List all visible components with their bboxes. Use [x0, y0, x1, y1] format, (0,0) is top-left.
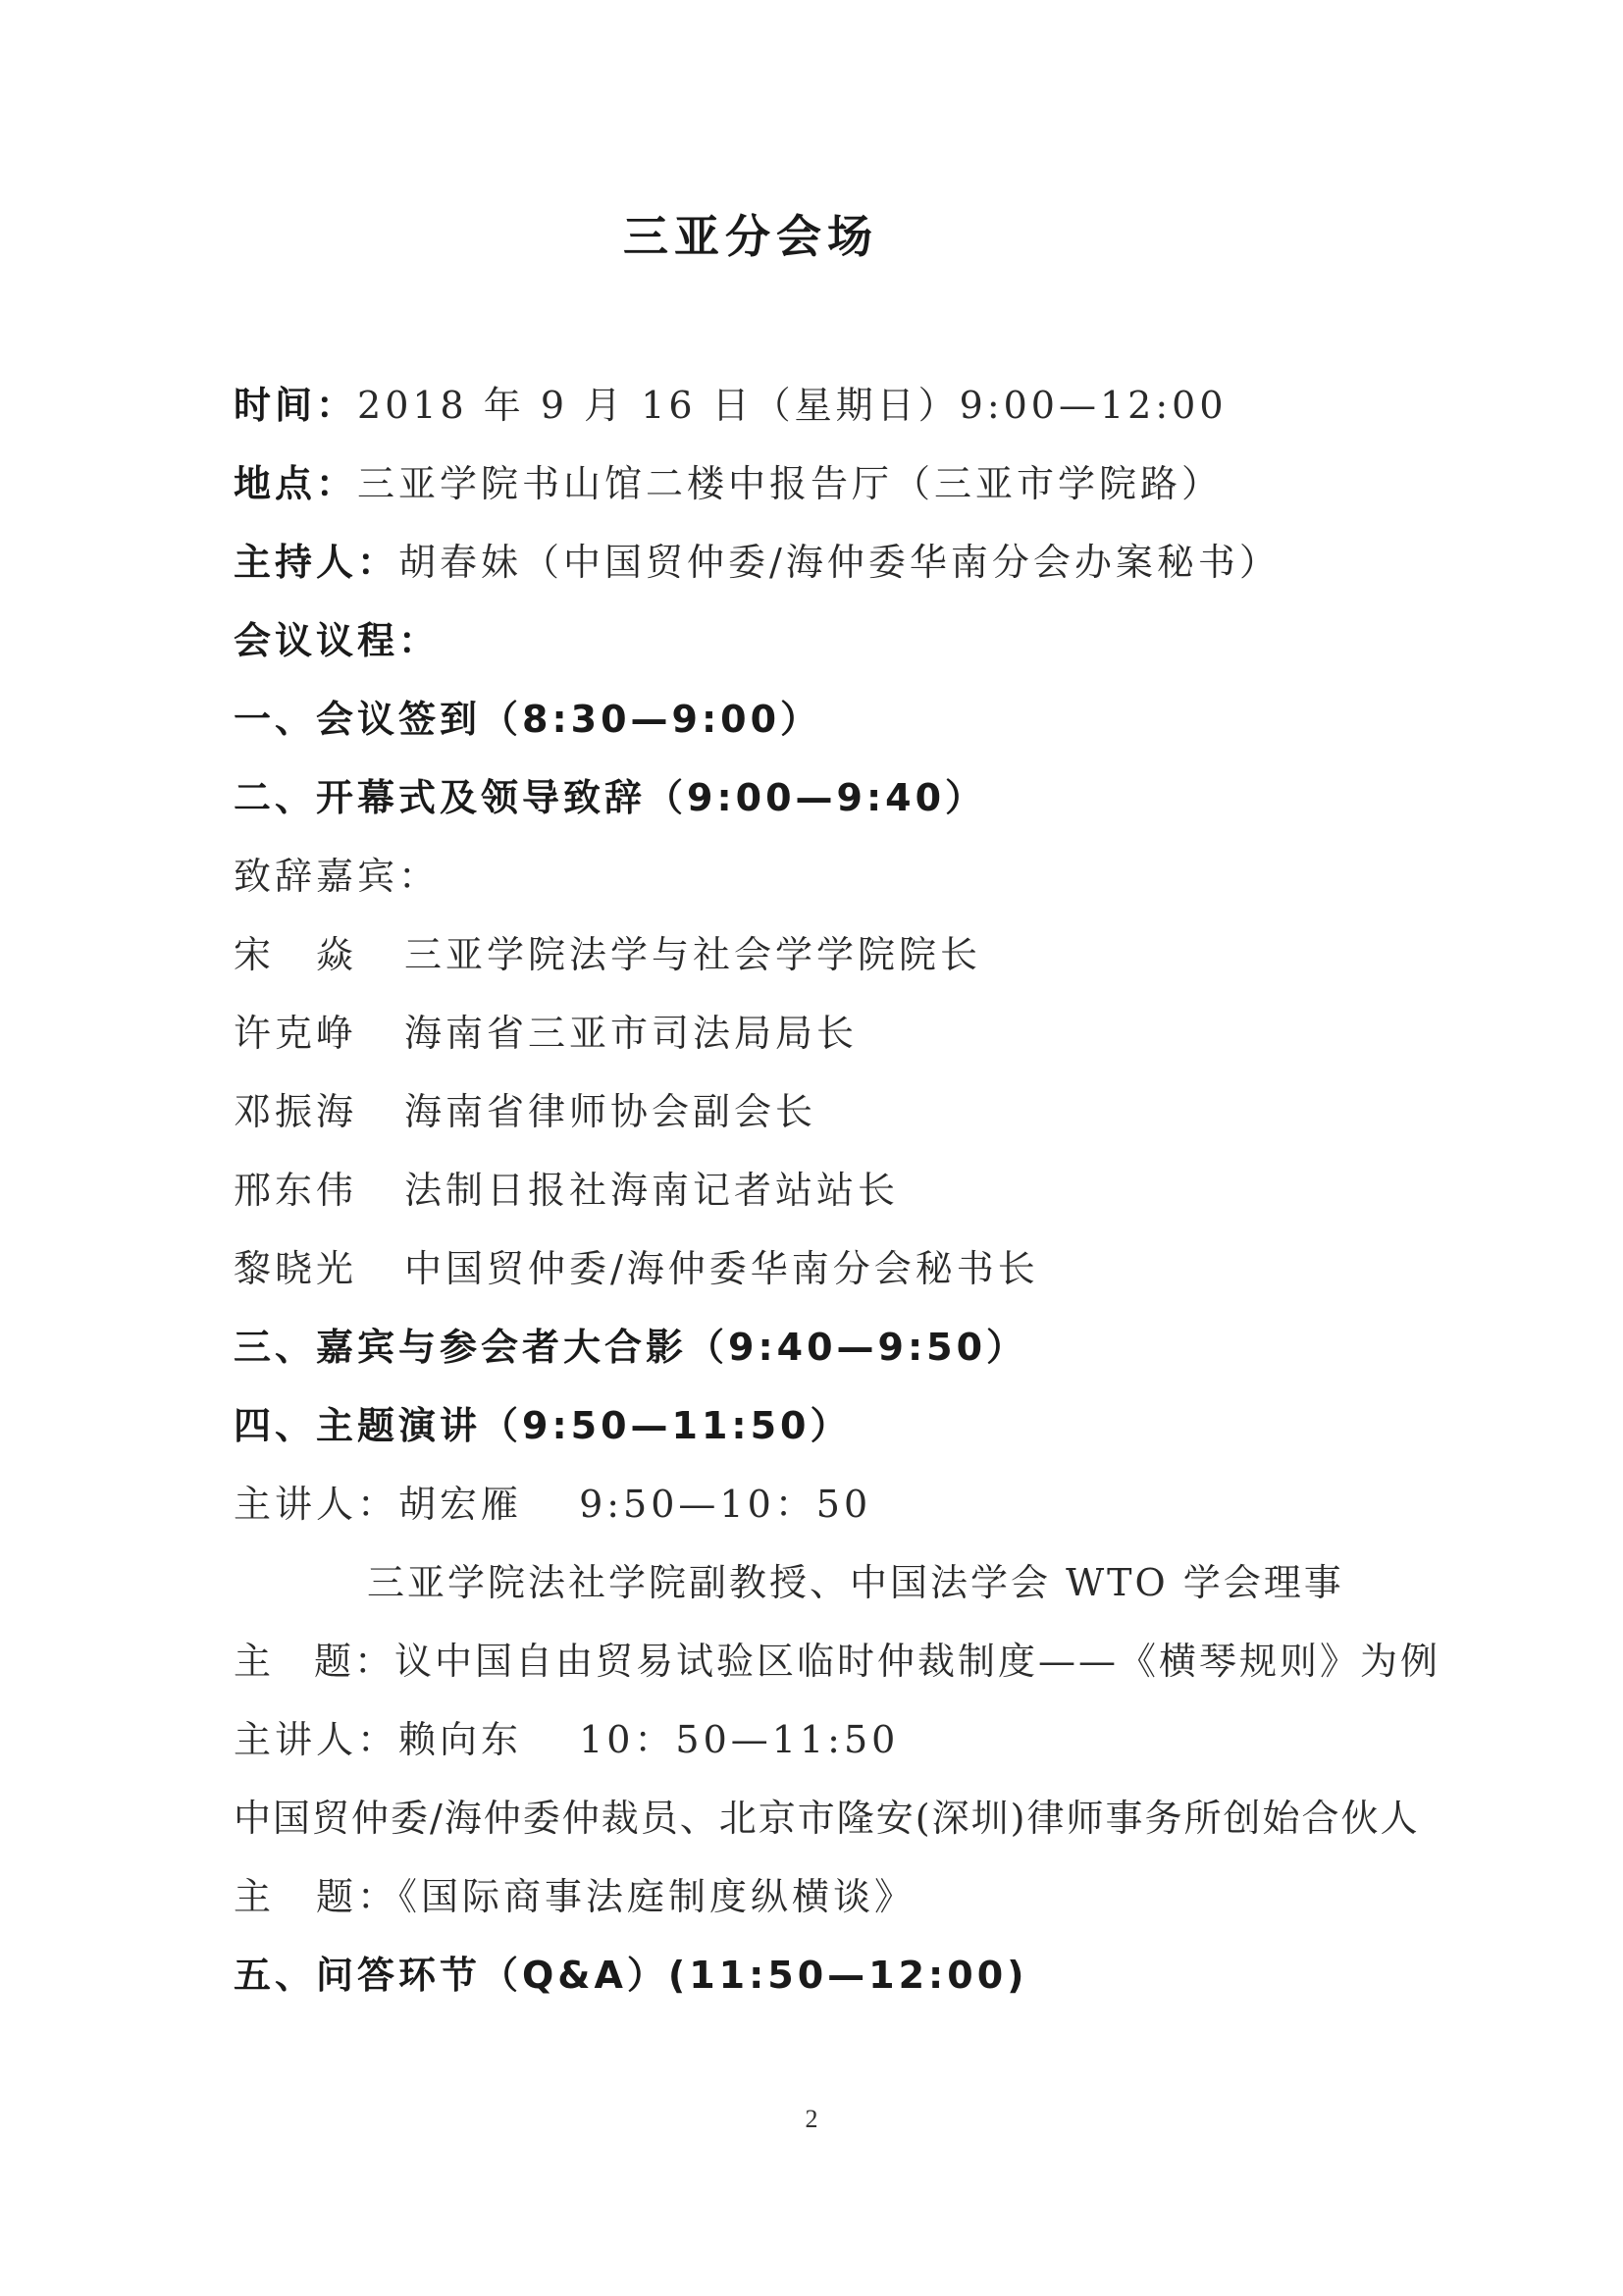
host-label: 主持人： [234, 541, 399, 584]
place-line [234, 453, 1223, 507]
guest-row [234, 1238, 1039, 1292]
guest-row [234, 1160, 899, 1214]
guest-title: 三亚学院法学与社会学学院院长 [404, 933, 982, 976]
host-value: 胡春妹（中国贸仲委/海仲委华南分会办案秘书） [398, 541, 1281, 584]
speaker-2-title: 中国贸仲委/海仲委仲裁员、北京市隆安(深圳)律师事务所创始合伙人 [234, 1797, 1420, 1840]
guest-title: 海南省三亚市司法局局长 [404, 1012, 859, 1055]
guest-title: 中国贸仲委/海仲委华南分会秘书长 [404, 1247, 1039, 1290]
time-value: 2018 年 9 月 16 日（星期日）9:00—12:00 [357, 384, 1228, 427]
guest-row [234, 1003, 858, 1057]
guest-name: 邢东伟 [234, 1169, 358, 1212]
place-value: 三亚学院书山馆二楼中报告厅（三亚市学院路） [357, 462, 1224, 505]
guest-title: 法制日报社海南记者站站长 [404, 1169, 900, 1212]
agenda-item-2: 二、开幕式及领导致辞（9:00—9:40） [234, 776, 987, 819]
agenda-item-4: 四、主题演讲（9:50—11:50） [234, 1404, 852, 1447]
guest-name: 宋 焱 [234, 933, 358, 976]
time-label: 时间： [234, 384, 358, 427]
host-line [234, 532, 1281, 586]
guest-name: 黎晓光 [234, 1247, 358, 1290]
speakers-label: 致辞嘉宾： [234, 855, 441, 898]
agenda-item-5: 五、问答环节（Q&A）(11:50—12:00) [234, 1954, 1028, 1997]
agenda-heading: 会议议程： [234, 619, 441, 662]
guest-title: 海南省律师协会副会长 [404, 1090, 817, 1133]
guest-name: 邓振海 [234, 1090, 358, 1133]
speaker-1-line: 主讲人：胡宏雁 9:50—10：50 [234, 1483, 872, 1526]
speaker-2-line: 主讲人：赖向东 10：50—11:50 [234, 1718, 900, 1761]
agenda-item-3: 三、嘉宾与参会者大合影（9:40—9:50） [234, 1326, 1028, 1369]
speaker-1-title: 三亚学院法社学院副教授、中国法学会 WTO 学会理事 [367, 1561, 1344, 1604]
guest-row [234, 924, 981, 978]
agenda-item-1: 一、会议签到（8:30—9:00） [234, 698, 822, 741]
topic-2: 主 题：《国际商事法庭制度纵横谈》 [234, 1875, 916, 1918]
topic-1: 主 题：议中国自由贸易试验区临时仲裁制度——《横琴规则》为例 [234, 1640, 1441, 1683]
guest-row [234, 1081, 816, 1135]
guest-name: 许克峥 [234, 1012, 358, 1055]
place-label: 地点： [234, 462, 358, 505]
page-title: 三亚分会场 [623, 210, 878, 263]
page-number: 2 [805, 2105, 818, 2133]
time-line [234, 375, 1228, 429]
